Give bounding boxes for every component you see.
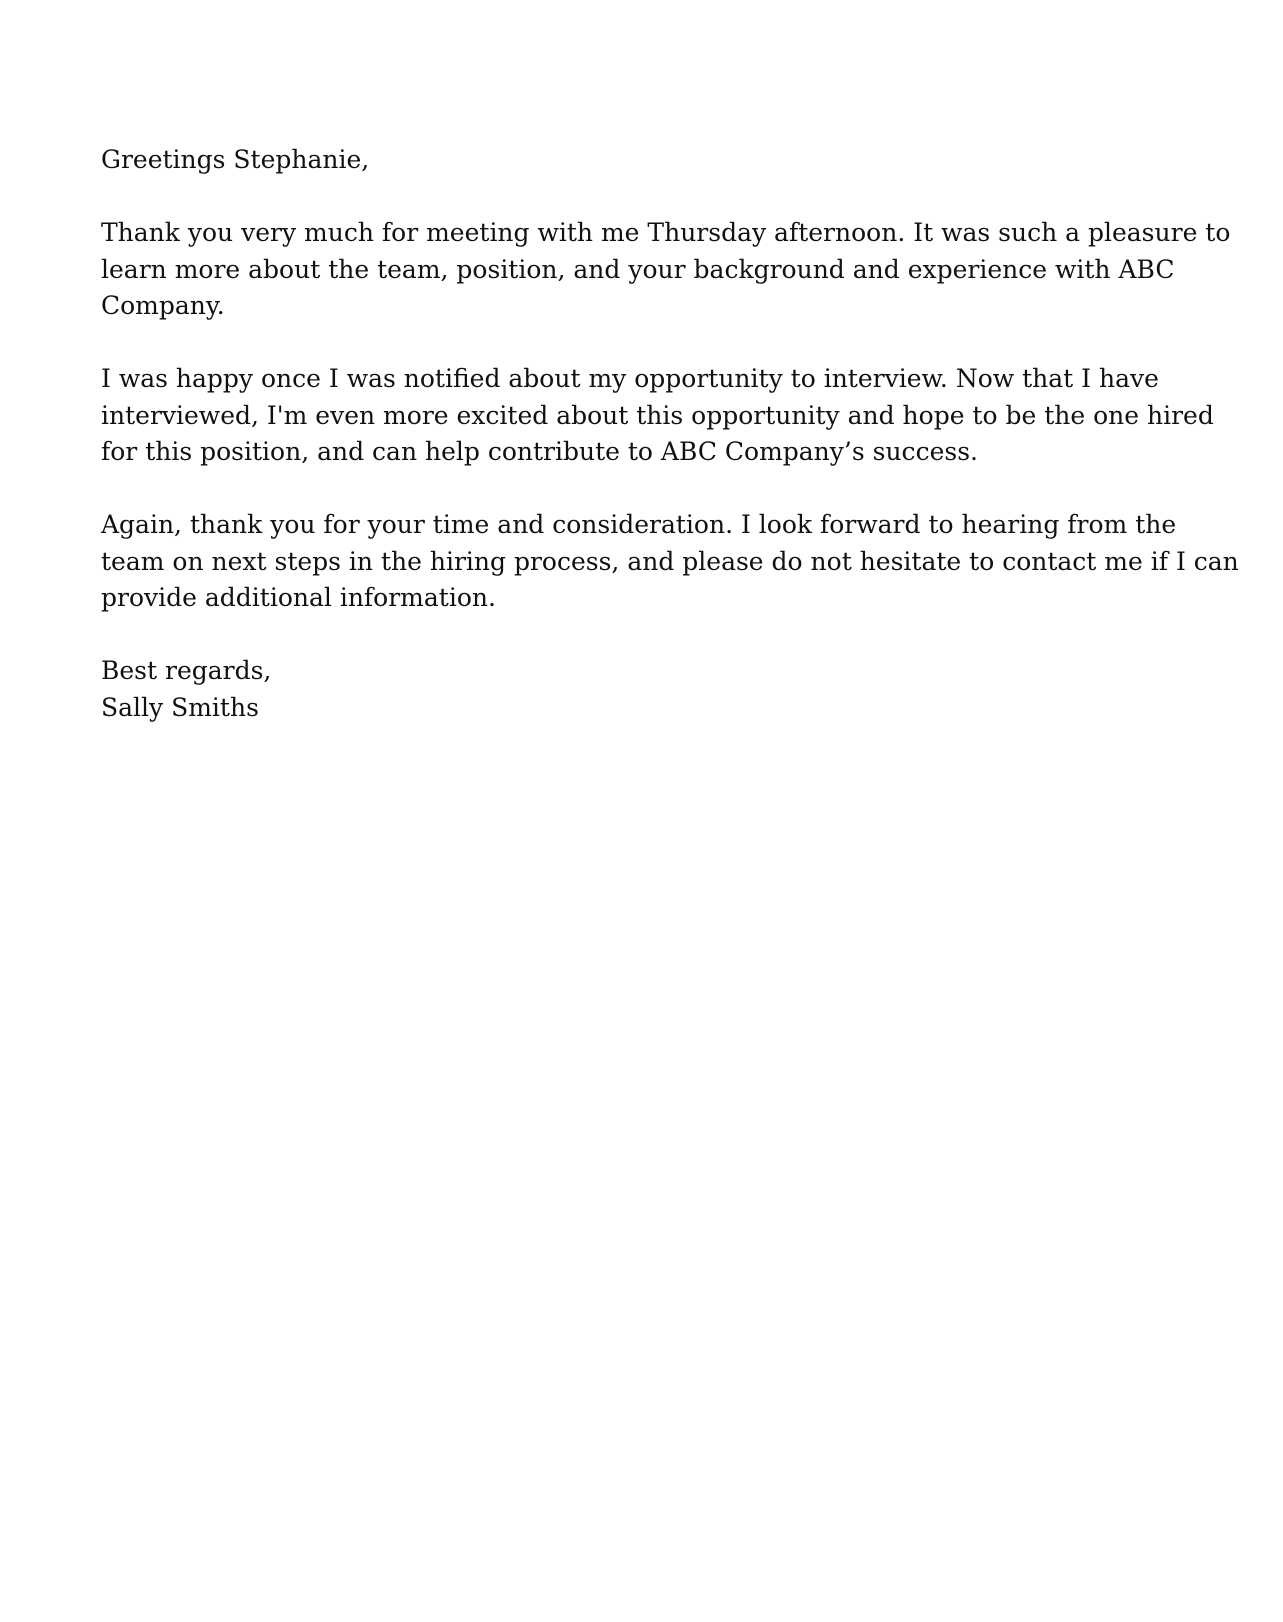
letter-paragraph-1 — [101, 215, 1231, 325]
letter-paragraph-2 — [101, 361, 1214, 471]
letter-greeting — [101, 142, 1211, 179]
signature-name: Sally Smiths — [101, 692, 259, 722]
letter-paragraph-3 — [101, 507, 1239, 617]
paragraph-line: for this position, and can help contribute to ABC Company’s success. — [101, 437, 978, 466]
letter-closing-block — [101, 653, 1211, 726]
paragraph-line: I was happy once I was notified about my opportunity to interview. Now that I have — [101, 364, 1159, 393]
paragraph-line: Again, thank you for your time and consideration. I look forward to hearing from the — [101, 510, 1177, 539]
paragraph-line: provide additional information. — [101, 583, 496, 612]
greeting-text: Greetings Stephanie, — [101, 145, 370, 174]
paragraph-line: interviewed, I'm even more excited about this opportunity and hope to be the one hired — [101, 400, 1214, 430]
paragraph-line: Thank you very much for meeting with me Thursday afternoon. It was such a pleasure to — [101, 218, 1231, 247]
paragraph-line: Company. — [101, 291, 225, 320]
paragraph-line: learn more about the team, position, and your background and experience with ABC — [101, 254, 1175, 284]
paragraph-line: team on next steps in the hiring process, and please do not hesitate to contact me if I can — [101, 546, 1239, 576]
letter-body — [101, 142, 1239, 726]
closing-text: Best regards, — [101, 656, 272, 685]
